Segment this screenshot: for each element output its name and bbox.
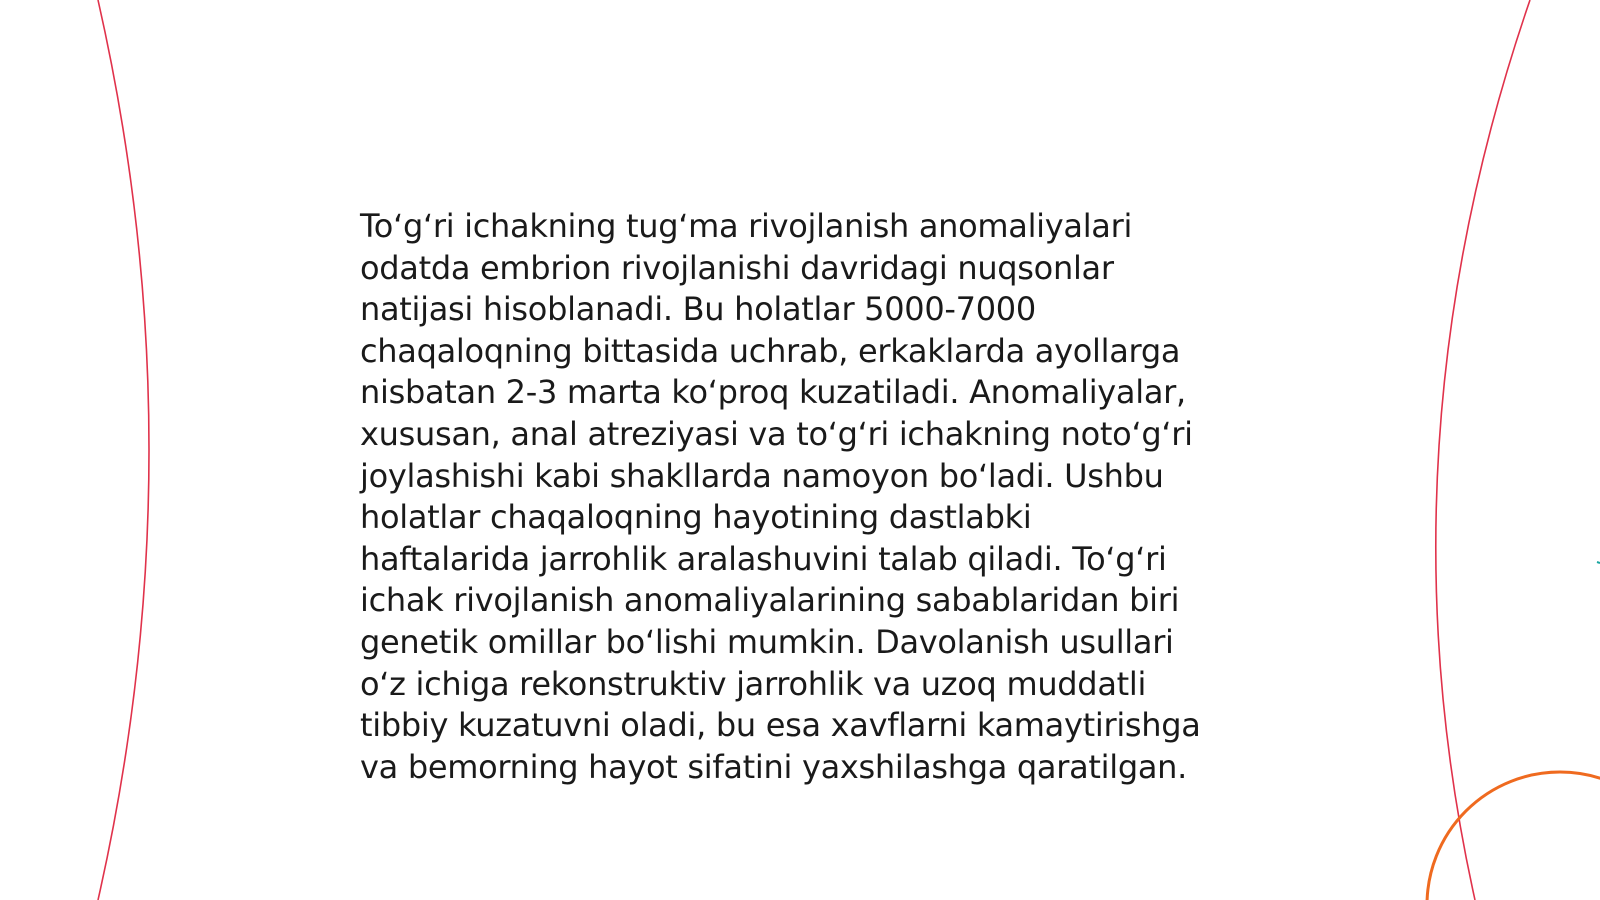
right-arc-line <box>1436 0 1530 900</box>
body-paragraph: To‘g‘ri ichakning tug‘ma rivojlanish anomaliyalari odatda embrion rivojlanishi davridagi nuqsonlar natijasi hisoblanadi. Bu holatlar 5000-7000 chaqaloqning bittasida uchrab, erkaklarda ayollarga nisbatan 2-3 marta ko‘proq kuzatiladi. Anomaliyalar, xususan, anal atreziyasi va to‘g‘ri ichakning noto‘g‘ri joylashishi kabi shakllarda namoyon bo‘ladi. Ushbu holatlar chaqaloqning hayotining dastlabki haftalarida jarrohlik aralashuvini talab qiladi. To‘g‘ri ichak rivojlanish anomaliyalarining sabablaridan biri genetik omillar bo‘lishi mumkin. Davolanish usullari o‘z ichiga rekonstruktiv jarrohlik va uzoq muddatli tibbiy kuzatuvni oladi, bu esa xavflarni kamaytirishga va bemorning hayot sifatini yaxshilashga qaratilgan. <box>360 207 1201 786</box>
left-arc-line <box>98 0 149 900</box>
orange-circle-accent <box>1427 772 1600 900</box>
